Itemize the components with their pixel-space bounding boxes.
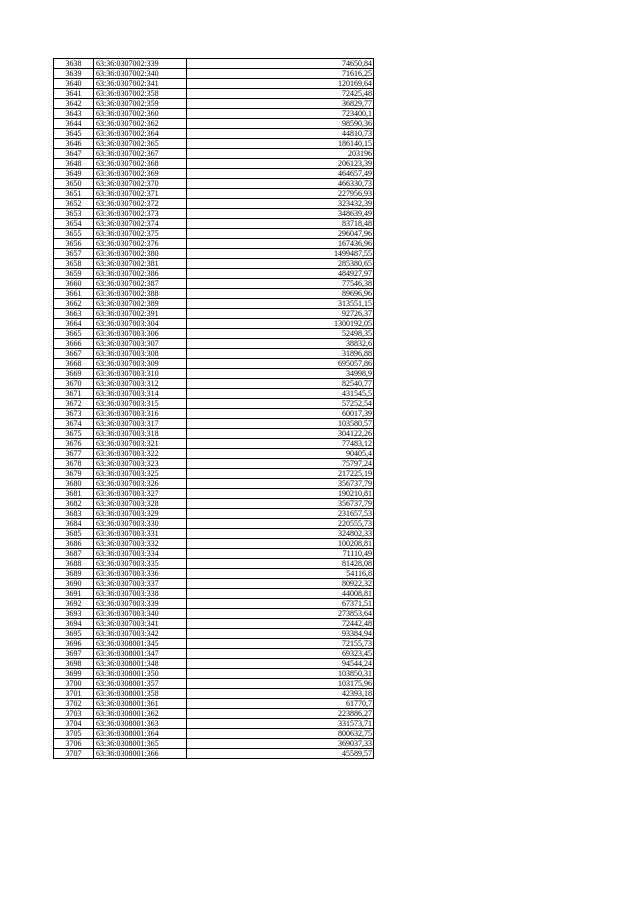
row-number-cell: 3654 [54, 219, 94, 229]
row-number-cell: 3679 [54, 469, 94, 479]
table-row [54, 389, 374, 399]
cadastral-value-cell: 38832,6 [187, 339, 374, 349]
row-number-cell: 3697 [54, 649, 94, 659]
cadastral-number-cell: 63:36:0307003:323 [94, 459, 187, 469]
table-row [54, 139, 374, 149]
row-number-cell: 3677 [54, 449, 94, 459]
cadastral-number-cell: 63:36:0307003:342 [94, 629, 187, 639]
cadastral-number-cell: 63:36:0307002:340 [94, 69, 187, 79]
table-row [54, 709, 374, 719]
cadastral-value-cell: 323432,39 [187, 199, 374, 209]
row-number-cell: 3655 [54, 229, 94, 239]
table-row [54, 299, 374, 309]
row-number-cell: 3684 [54, 519, 94, 529]
cadastral-value-table [53, 58, 374, 759]
row-number-cell: 3665 [54, 329, 94, 339]
table-row [54, 589, 374, 599]
cadastral-number-cell: 63:36:0307003:322 [94, 449, 187, 459]
table-row [54, 509, 374, 519]
cadastral-number-cell: 63:36:0308001:363 [94, 719, 187, 729]
cadastral-value-cell: 44810,73 [187, 129, 374, 139]
table-row [54, 749, 374, 759]
cadastral-number-cell: 63:36:0307003:306 [94, 329, 187, 339]
cadastral-value-cell: 94544,24 [187, 659, 374, 669]
cadastral-value-cell: 695057,86 [187, 359, 374, 369]
cadastral-value-cell: 356737,79 [187, 479, 374, 489]
cadastral-value-cell: 83718,48 [187, 219, 374, 229]
cadastral-value-cell: 89696,96 [187, 289, 374, 299]
cadastral-value-cell: 723400,1 [187, 109, 374, 119]
cadastral-number-cell: 63:36:0307002:376 [94, 239, 187, 249]
cadastral-value-cell: 206123,39 [187, 159, 374, 169]
table-row [54, 319, 374, 329]
cadastral-value-cell: 220555,73 [187, 519, 374, 529]
table-row [54, 199, 374, 209]
row-number-cell: 3676 [54, 439, 94, 449]
cadastral-value-cell: 304122,26 [187, 429, 374, 439]
cadastral-value-cell: 45589,57 [187, 749, 374, 759]
table-row [54, 409, 374, 419]
cadastral-value-cell: 800632,75 [187, 729, 374, 739]
row-number-cell: 3695 [54, 629, 94, 639]
table-row [54, 109, 374, 119]
table-row [54, 129, 374, 139]
row-number-cell: 3653 [54, 209, 94, 219]
table-row [54, 679, 374, 689]
row-number-cell: 3700 [54, 679, 94, 689]
cadastral-number-cell: 63:36:0307002:380 [94, 249, 187, 259]
cadastral-number-cell: 63:36:0307002:371 [94, 189, 187, 199]
row-number-cell: 3696 [54, 639, 94, 649]
cadastral-value-cell: 52498,35 [187, 329, 374, 339]
table-row [54, 579, 374, 589]
cadastral-number-cell: 63:36:0308001:358 [94, 689, 187, 699]
table-row [54, 559, 374, 569]
cadastral-number-cell: 63:36:0307003:304 [94, 319, 187, 329]
table-row [54, 739, 374, 749]
cadastral-number-cell: 63:36:0307003:340 [94, 609, 187, 619]
cadastral-value-cell: 74650,84 [187, 59, 374, 69]
row-number-cell: 3647 [54, 149, 94, 159]
row-number-cell: 3688 [54, 559, 94, 569]
cadastral-number-cell: 63:36:0308001:345 [94, 639, 187, 649]
row-number-cell: 3643 [54, 109, 94, 119]
cadastral-value-cell: 31896,88 [187, 349, 374, 359]
cadastral-value-cell: 227956,93 [187, 189, 374, 199]
cadastral-number-cell: 63:36:0307002:364 [94, 129, 187, 139]
row-number-cell: 3645 [54, 129, 94, 139]
row-number-cell: 3669 [54, 369, 94, 379]
table-row [54, 529, 374, 539]
cadastral-value-cell: 1499487,55 [187, 249, 374, 259]
cadastral-number-cell: 63:36:0307003:338 [94, 589, 187, 599]
table-row [54, 699, 374, 709]
row-number-cell: 3685 [54, 529, 94, 539]
cadastral-value-cell: 223886,27 [187, 709, 374, 719]
table-row [54, 639, 374, 649]
row-number-cell: 3689 [54, 569, 94, 579]
cadastral-number-cell: 63:36:0307003:328 [94, 499, 187, 509]
cadastral-number-cell: 63:36:0307002:341 [94, 79, 187, 89]
cadastral-value-cell: 36829,77 [187, 99, 374, 109]
row-number-cell: 3664 [54, 319, 94, 329]
table-row [54, 239, 374, 249]
cadastral-number-cell: 63:36:0307002:372 [94, 199, 187, 209]
table-row [54, 719, 374, 729]
row-number-cell: 3666 [54, 339, 94, 349]
row-number-cell: 3705 [54, 729, 94, 739]
cadastral-value-cell: 44008,81 [187, 589, 374, 599]
row-number-cell: 3641 [54, 89, 94, 99]
table-row [54, 429, 374, 439]
row-number-cell: 3673 [54, 409, 94, 419]
row-number-cell: 3652 [54, 199, 94, 209]
cadastral-number-cell: 63:36:0307002:370 [94, 179, 187, 189]
cadastral-value-cell: 77546,38 [187, 279, 374, 289]
cadastral-value-cell: 42393,18 [187, 689, 374, 699]
row-number-cell: 3639 [54, 69, 94, 79]
cadastral-number-cell: 63:36:0307002:368 [94, 159, 187, 169]
table-row [54, 419, 374, 429]
table-row [54, 99, 374, 109]
cadastral-number-cell: 63:36:0307003:310 [94, 369, 187, 379]
table-row [54, 59, 374, 69]
cadastral-value-cell: 81428,08 [187, 559, 374, 569]
cadastral-value-cell: 93384,94 [187, 629, 374, 639]
row-number-cell: 3683 [54, 509, 94, 519]
row-number-cell: 3644 [54, 119, 94, 129]
row-number-cell: 3663 [54, 309, 94, 319]
cadastral-number-cell: 63:36:0307003:318 [94, 429, 187, 439]
cadastral-number-cell: 63:36:0307003:341 [94, 619, 187, 629]
cadastral-value-cell: 90405,4 [187, 449, 374, 459]
cadastral-value-cell: 167436,96 [187, 239, 374, 249]
table-row [54, 189, 374, 199]
cadastral-number-cell: 63:36:0307002:358 [94, 89, 187, 99]
cadastral-value-cell: 72155,73 [187, 639, 374, 649]
row-number-cell: 3678 [54, 459, 94, 469]
cadastral-number-cell: 63:36:0308001:347 [94, 649, 187, 659]
cadastral-value-cell: 57252,54 [187, 399, 374, 409]
row-number-cell: 3642 [54, 99, 94, 109]
table-row [54, 459, 374, 469]
row-number-cell: 3682 [54, 499, 94, 509]
cadastral-number-cell: 63:36:0307003:325 [94, 469, 187, 479]
cadastral-value-cell: 466330,73 [187, 179, 374, 189]
cadastral-value-cell: 203196 [187, 149, 374, 159]
cadastral-number-cell: 63:36:0307002:365 [94, 139, 187, 149]
cadastral-number-cell: 63:36:0308001:348 [94, 659, 187, 669]
cadastral-number-cell: 63:36:0307003:339 [94, 599, 187, 609]
cadastral-number-cell: 63:36:0307003:317 [94, 419, 187, 429]
cadastral-number-cell: 63:36:0307002:360 [94, 109, 187, 119]
row-number-cell: 3657 [54, 249, 94, 259]
table-row [54, 689, 374, 699]
table-row [54, 539, 374, 549]
row-number-cell: 3706 [54, 739, 94, 749]
row-number-cell: 3650 [54, 179, 94, 189]
cadastral-number-cell: 63:36:0308001:365 [94, 739, 187, 749]
table-row [54, 339, 374, 349]
table-row [54, 229, 374, 239]
cadastral-value-cell: 100208,81 [187, 539, 374, 549]
cadastral-number-cell: 63:36:0307002:373 [94, 209, 187, 219]
row-number-cell: 3656 [54, 239, 94, 249]
table-row [54, 249, 374, 259]
cadastral-value-cell: 103850,31 [187, 669, 374, 679]
table-row [54, 599, 374, 609]
table-row [54, 489, 374, 499]
table-row [54, 279, 374, 289]
cadastral-value-cell: 98590,36 [187, 119, 374, 129]
cadastral-number-cell: 63:36:0307003:327 [94, 489, 187, 499]
cadastral-value-cell: 67371,51 [187, 599, 374, 609]
row-number-cell: 3699 [54, 669, 94, 679]
cadastral-value-cell: 71110,49 [187, 549, 374, 559]
cadastral-number-cell: 63:36:0307002:391 [94, 309, 187, 319]
row-number-cell: 3690 [54, 579, 94, 589]
table-row [54, 369, 374, 379]
row-number-cell: 3694 [54, 619, 94, 629]
cadastral-value-cell: 69323,45 [187, 649, 374, 659]
cadastral-number-cell: 63:36:0307003:321 [94, 439, 187, 449]
cadastral-value-cell: 324802,33 [187, 529, 374, 539]
row-number-cell: 3640 [54, 79, 94, 89]
row-number-cell: 3681 [54, 489, 94, 499]
cadastral-value-cell: 103175,96 [187, 679, 374, 689]
table-row [54, 729, 374, 739]
cadastral-value-cell: 120169,64 [187, 79, 374, 89]
cadastral-number-cell: 63:36:0307003:312 [94, 379, 187, 389]
row-number-cell: 3668 [54, 359, 94, 369]
table-row [54, 569, 374, 579]
cadastral-value-cell: 103580,57 [187, 419, 374, 429]
table-body [54, 59, 374, 759]
row-number-cell: 3659 [54, 269, 94, 279]
cadastral-value-cell: 80922,32 [187, 579, 374, 589]
cadastral-value-cell: 313551,15 [187, 299, 374, 309]
table-row [54, 669, 374, 679]
row-number-cell: 3646 [54, 139, 94, 149]
table-row [54, 399, 374, 409]
cadastral-number-cell: 63:36:0307002:339 [94, 59, 187, 69]
cadastral-number-cell: 63:36:0307003:329 [94, 509, 187, 519]
table-row [54, 659, 374, 669]
cadastral-value-cell: 484927,97 [187, 269, 374, 279]
row-number-cell: 3648 [54, 159, 94, 169]
cadastral-number-cell: 63:36:0307003:330 [94, 519, 187, 529]
table-row [54, 179, 374, 189]
cadastral-value-cell: 431545,5 [187, 389, 374, 399]
cadastral-number-cell: 63:36:0307002:369 [94, 169, 187, 179]
table-row [54, 439, 374, 449]
cadastral-number-cell: 63:36:0307002:367 [94, 149, 187, 159]
cadastral-number-cell: 63:36:0307002:386 [94, 269, 187, 279]
cadastral-value-cell: 61770,7 [187, 699, 374, 709]
row-number-cell: 3701 [54, 689, 94, 699]
cadastral-value-cell: 54116,8 [187, 569, 374, 579]
table-row [54, 379, 374, 389]
row-number-cell: 3662 [54, 299, 94, 309]
row-number-cell: 3651 [54, 189, 94, 199]
table-row [54, 69, 374, 79]
table-row [54, 169, 374, 179]
cadastral-number-cell: 63:36:0307003:335 [94, 559, 187, 569]
cadastral-number-cell: 63:36:0307003:315 [94, 399, 187, 409]
cadastral-number-cell: 63:36:0307002:387 [94, 279, 187, 289]
cadastral-number-cell: 63:36:0308001:362 [94, 709, 187, 719]
cadastral-value-cell: 285380,65 [187, 259, 374, 269]
cadastral-value-cell: 296047,96 [187, 229, 374, 239]
row-number-cell: 3698 [54, 659, 94, 669]
cadastral-value-cell: 464657,49 [187, 169, 374, 179]
cadastral-number-cell: 63:36:0308001:361 [94, 699, 187, 709]
row-number-cell: 3658 [54, 259, 94, 269]
row-number-cell: 3675 [54, 429, 94, 439]
row-number-cell: 3707 [54, 749, 94, 759]
table-row [54, 499, 374, 509]
cadastral-value-cell: 92726,37 [187, 309, 374, 319]
cadastral-value-cell: 1300192,05 [187, 319, 374, 329]
cadastral-number-cell: 63:36:0307003:334 [94, 549, 187, 559]
cadastral-number-cell: 63:36:0307003:337 [94, 579, 187, 589]
cadastral-number-cell: 63:36:0307002:362 [94, 119, 187, 129]
cadastral-number-cell: 63:36:0307003:316 [94, 409, 187, 419]
row-number-cell: 3693 [54, 609, 94, 619]
cadastral-value-cell: 273853,64 [187, 609, 374, 619]
cadastral-number-cell: 63:36:0307003:331 [94, 529, 187, 539]
table-row [54, 259, 374, 269]
cadastral-number-cell: 63:36:0307002:389 [94, 299, 187, 309]
table-row [54, 609, 374, 619]
cadastral-value-cell: 369037,33 [187, 739, 374, 749]
cadastral-value-cell: 348639,49 [187, 209, 374, 219]
cadastral-number-cell: 63:36:0308001:357 [94, 679, 187, 689]
cadastral-value-cell: 331573,71 [187, 719, 374, 729]
row-number-cell: 3672 [54, 399, 94, 409]
cadastral-value-cell: 77483,12 [187, 439, 374, 449]
table-row [54, 469, 374, 479]
cadastral-number-cell: 63:36:0307003:332 [94, 539, 187, 549]
table-row [54, 619, 374, 629]
row-number-cell: 3692 [54, 599, 94, 609]
cadastral-value-cell: 72425,48 [187, 89, 374, 99]
row-number-cell: 3661 [54, 289, 94, 299]
cadastral-value-cell: 231657,53 [187, 509, 374, 519]
table-row [54, 479, 374, 489]
table-row [54, 119, 374, 129]
table-row [54, 289, 374, 299]
table-row [54, 629, 374, 639]
table-row [54, 309, 374, 319]
table-row [54, 79, 374, 89]
row-number-cell: 3686 [54, 539, 94, 549]
cadastral-number-cell: 63:36:0308001:366 [94, 749, 187, 759]
table-row [54, 149, 374, 159]
cadastral-value-cell: 190210,81 [187, 489, 374, 499]
row-number-cell: 3702 [54, 699, 94, 709]
row-number-cell: 3674 [54, 419, 94, 429]
row-number-cell: 3670 [54, 379, 94, 389]
cadastral-number-cell: 63:36:0308001:350 [94, 669, 187, 679]
cadastral-number-cell: 63:36:0308001:364 [94, 729, 187, 739]
row-number-cell: 3638 [54, 59, 94, 69]
row-number-cell: 3680 [54, 479, 94, 489]
table-row [54, 359, 374, 369]
table-row [54, 449, 374, 459]
cadastral-value-cell: 82540,77 [187, 379, 374, 389]
table-row [54, 349, 374, 359]
table-row [54, 519, 374, 529]
table-row [54, 209, 374, 219]
row-number-cell: 3704 [54, 719, 94, 729]
row-number-cell: 3671 [54, 389, 94, 399]
cadastral-value-cell: 34998,9 [187, 369, 374, 379]
cadastral-number-cell: 63:36:0307002:388 [94, 289, 187, 299]
table-row [54, 89, 374, 99]
cadastral-number-cell: 63:36:0307003:307 [94, 339, 187, 349]
cadastral-number-cell: 63:36:0307002:375 [94, 229, 187, 239]
row-number-cell: 3649 [54, 169, 94, 179]
cadastral-number-cell: 63:36:0307003:326 [94, 479, 187, 489]
row-number-cell: 3691 [54, 589, 94, 599]
cadastral-value-cell: 60017,39 [187, 409, 374, 419]
cadastral-number-cell: 63:36:0307003:308 [94, 349, 187, 359]
cadastral-number-cell: 63:36:0307002:374 [94, 219, 187, 229]
cadastral-number-cell: 63:36:0307002:381 [94, 259, 187, 269]
cadastral-value-cell: 356737,79 [187, 499, 374, 509]
cadastral-value-cell: 71616,25 [187, 69, 374, 79]
table-row [54, 159, 374, 169]
table-row [54, 329, 374, 339]
table-row [54, 219, 374, 229]
table-row [54, 649, 374, 659]
table-row [54, 269, 374, 279]
cadastral-number-cell: 63:36:0307003:309 [94, 359, 187, 369]
cadastral-value-cell: 217225,19 [187, 469, 374, 479]
cadastral-number-cell: 63:36:0307003:336 [94, 569, 187, 579]
cadastral-value-cell: 75797,24 [187, 459, 374, 469]
cadastral-number-cell: 63:36:0307002:359 [94, 99, 187, 109]
row-number-cell: 3687 [54, 549, 94, 559]
cadastral-number-cell: 63:36:0307003:314 [94, 389, 187, 399]
row-number-cell: 3703 [54, 709, 94, 719]
cadastral-value-cell: 186140,15 [187, 139, 374, 149]
cadastral-value-cell: 72442,48 [187, 619, 374, 629]
row-number-cell: 3660 [54, 279, 94, 289]
row-number-cell: 3667 [54, 349, 94, 359]
table-row [54, 549, 374, 559]
